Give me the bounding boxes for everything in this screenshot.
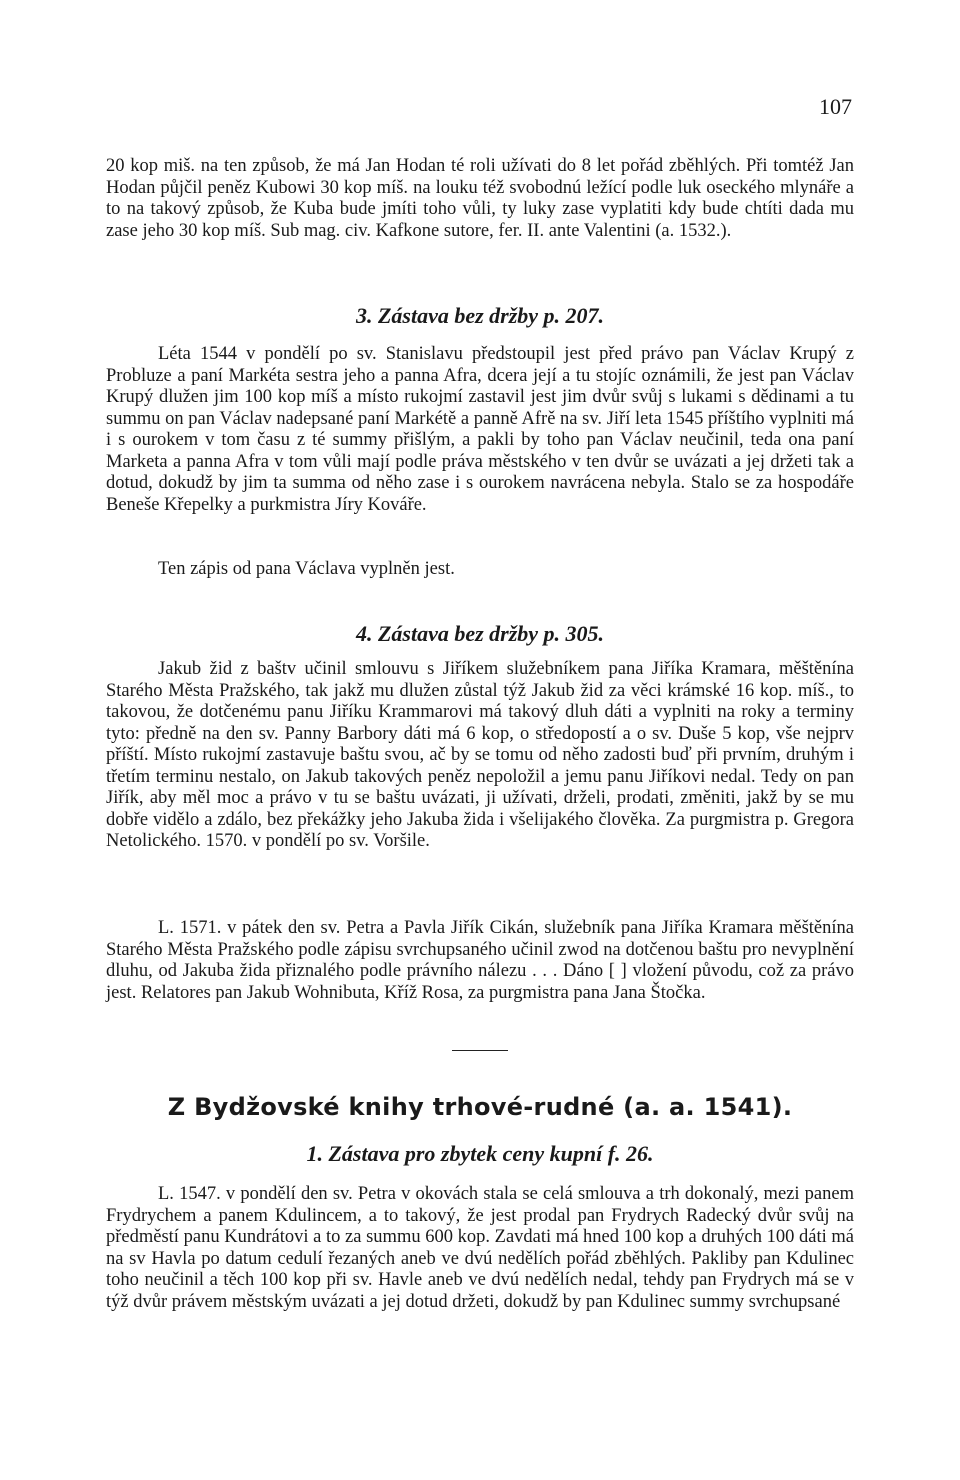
paragraph-zastava-3-record: Léta 1544 v pondělí po sv. Stanislavu předstoupil jest před právo pan Václav Krupý z Probluze a paní Markéta sestra jeho a panna Afra, dcera její a tu stojíc oznámili, že jest pan Václav Krupý dlužen jim 100 kop míš a místo rukojmí zastavil jest jim dvůr svůj s lukami s dědinami a tu summu on pan Václav nadepsané paní Markétě a panně Afrě na sv. Jiří leta 1545 příštího vyplniti má i s ourokem v tom času z té summy přišlým, a pakli by toho pan Václav neučinil, teda ona paní Marketa a panna Afra v tom vůli mají podle práva městského v ten dvůr se uvázati a jej držeti tak a dotud, dokudž by jim ta summa od něho zase i s ourokem navrácena nebyla. Stalo se za hospodáře Beneše Křepelky a purkmistra Jíry Kováře. <box>106 344 854 515</box>
paragraph-zastava-4-followup: L. 1571. v pátek den sv. Petra a Pavla Jiřík Cikán, služebník pana Jiříka Kramara měštěnína Starého Města Pražského podle zápisu svrchupsaného učinil zwod na dotčenou baštu pro nevyplnění dluhu, od Jakuba žida přiznalého podle právního nálezu . . . Dáno [ ] vložení původu, což za právo jest. Relatores pan Jakub Wohnibuta, Kříž Rosa, za purgmistra pana Jana Štočka. <box>106 918 854 1003</box>
paragraph-zastava-3-note: Ten zápis od pana Václava vyplněn jest. <box>158 559 455 579</box>
paragraph-opening: 20 kop miš. na ten způsob, že má Jan Hodan té roli užívati do 8 let pořád zběhlých. Při tomtéž Jan Hodan půjčil peněz Kubowi 30 kop míš. na louku též svobodnú ležící podle luk oseckého mlynáře a to na takový způsob, že Kuba bude jmíti toho vůli, ty luky zase vyplatiti kdy bude chtíti dada mu zase jeho 30 kop míš. Sub mag. civ. Kafkone sutore, fer. II. ante Valentini (a. 1532.). <box>106 156 854 241</box>
section-title: Z Bydžovské knihy trhové-rudné (a. a. 1541). <box>167 1093 793 1121</box>
paragraph-zastava-1-record: L. 1547. v pondělí den sv. Petra v okovách stala se celá smlouva a trh dokonalý, mezi panem Frydrychem a panem Kdulincem, a to takový, že jest prodal pan Frydrych Radecký dvůr svůj na předměstí panu Kundrátovi a to za summu 600 kop. Zavdati má hned 100 kop a druhých 100 dáti má na sv Havla po datum cedulí řezaných aneb ve dvú nedělích pořád zběhlých. Pakliby pan Kdulinec toho neučinil a těch 100 kop při sv. Havle aneb ve dvú nedělích nedal, tehdy pan Frydrych má se v týž dvůr právem městským uvázati a jej dotud držeti, dokudž by pan Kdulinec summy svrchupsané <box>106 1184 854 1312</box>
section-divider <box>452 1050 508 1051</box>
heading-zastava-4: 4. Zástava bez držby p. 305. <box>355 621 605 646</box>
paragraph-zastava-4-record: Jakub žid z baštv učinil smlouvu s Jiříkem služebníkem pana Jiříka Kramara, měštěnína Starého Města Pražského, tak jakž mu dlužen zůstal týž Jakub žid za věci krámské 16 kop. míš., to takovou, že dotčenému panu Jiříku Krammarovi má takový dluh dáti a vyplniti na roky a terminy tyto: předně na den sv. Panny Barbory dáti má 6 kop, o středopostí a o sv. Duše 5 kop, vše nejprv příští. Místo rukojmí zastavuje baštu svou, ač by se tomu od něho zadosti buď při prvním, druhým i třetím terminu nestalo, on Jakub takových peněz nepoložil a jemu panu Jiříkovi nedal. Tedy on pan Jiřík, aby měl moc a právo v tu se baštu uvázati, ji užívati, drželi, prodati, změniti, jakž by se mu dobře vidělo a zdálo, bez překážky jeho Jakuba žida i všelijakého člověka. Za purgmistra p. Gregora Netolického. 1570. v pondělí po sv. Voršile. <box>106 659 854 851</box>
heading-zastava-1: 1. Zástava pro zbytek ceny kupní f. 26. <box>306 1141 654 1166</box>
heading-zastava-3: 3. Zástava bez držby p. 207. <box>355 303 605 328</box>
page-number: 107 <box>819 94 852 119</box>
